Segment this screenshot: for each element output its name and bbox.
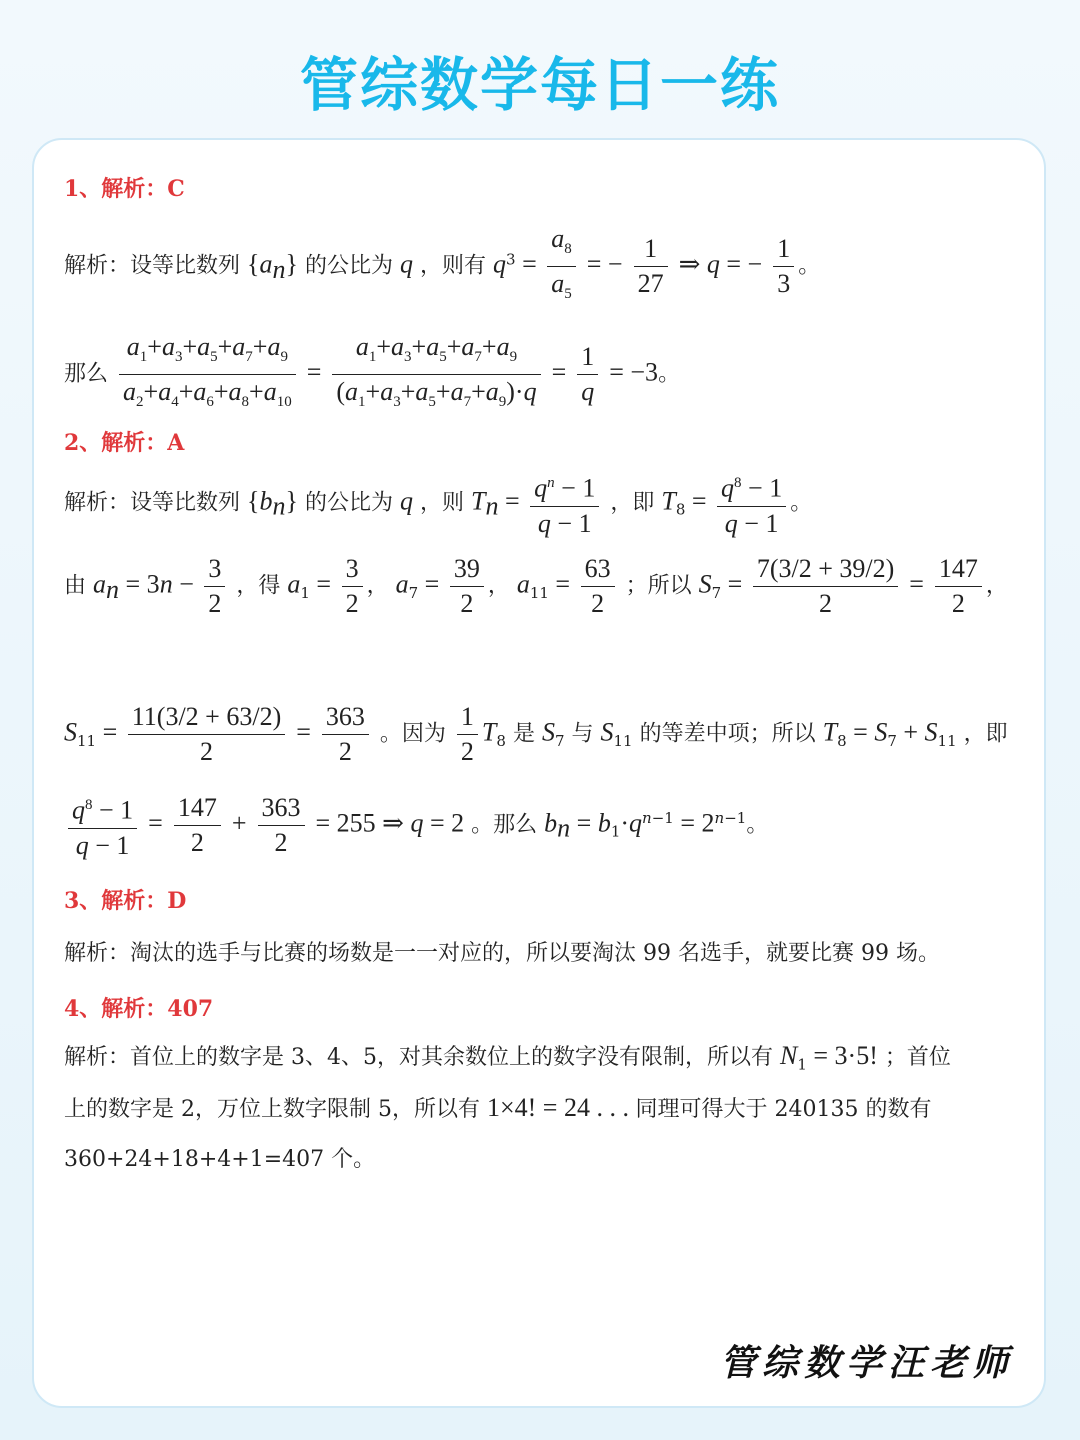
s1-text-d: 那么 <box>64 361 109 387</box>
s4-text-d: 同理可得大于 240135 的数有 <box>635 1097 932 1122</box>
s4-text-a: 解析：首位上的数字是 3、4、5，对其余数位上的数字没有限制，所以有 <box>64 1045 773 1070</box>
section-heading-3: 3、解析：D <box>64 888 187 914</box>
s4-line-1: 解析：首位上的数字是 3、4、5，对其余数位上的数字没有限制，所以有 $N_1 = 3\cdot 5$! ；首位 <box>64 1041 951 1074</box>
s1-line-2: 那么 $\frac{a_1+a_3+a_5+a_7+a_9}{a_2+a_4+a_6+a_8+a_{10}}$ = $\frac{a_1+a_3+a_5+a_7+a_9}{(a_1+a_3+a_5+a_7+a_9)\cdot q}$ = $\frac{1}{q}$ = −3。 <box>64 332 681 411</box>
s2-text-c: ，则 <box>420 490 465 516</box>
s2-line-2: 由 $a_n = 3n$ − $\frac{3}{2}$ ，得 $a_1$ = $\frac{3}{2}$ ， $a_7$ = $\frac{39}{2}$ ， $a_{11}$ = $\frac{63}{2}$ ；所以 $S_7$ = $\frac{7(3/2 + 39/2)}{2}$ = $\frac{147}{2}$ ， <box>64 554 1008 618</box>
s4-text-b: ；首位 <box>884 1045 951 1070</box>
section-heading-4: 4、解析：407 <box>64 996 214 1022</box>
page-title: 管综数学每日一练 <box>299 51 780 119</box>
s4-line-2: 上的数字是 2，万位上数字限制 5，所以有 1×4! = 24 . . . 同理可得大于 240135 的数有 <box>64 1093 932 1122</box>
section-heading-1: 1、解析：C <box>64 176 185 202</box>
s2-text-b: 的公比为 <box>304 490 393 516</box>
author-signature: 管综数学汪老师 <box>719 1342 1014 1384</box>
s1-text-c: ，则有 <box>420 253 487 279</box>
s2-text-e: 由 <box>64 573 87 599</box>
section-heading-2: 2、解析：A <box>64 430 185 456</box>
s3-body: 解析：淘汰的选手与比赛的场数是一一对应的，所以要淘汰 99 名选手，就要比赛 99 场。 <box>64 941 940 966</box>
s2-line-3: $S_{11}$ = $\frac{11(3/2 + 63/2)}{2}$ = $\frac{363}{2}$ 。因为 $\frac{1}{2}$ $T_8$ 是 $S_7$ 与 $S_{11}$ 的等差中项；所以 $T_8 = S_7 + S_{11}$ ，即 <box>64 702 1008 766</box>
s2-text-a: 解析：设等比数列 <box>64 490 241 516</box>
s2-text-k: 的等差中项；所以 <box>639 721 816 747</box>
s4-text-c: 上的数字是 2，万位上数字限制 5，所以有 <box>64 1097 480 1122</box>
s2-text-f: ，得 <box>236 573 281 599</box>
s1-text-b: 的公比为 <box>304 253 393 279</box>
s2-text-g: ；所以 <box>625 573 692 599</box>
s1-line-1: 解析：设等比数列 $\{a_n\}$ 的公比为 q ，则有 $q^3$ = $\frac{a_8}{a_5}$ = − $\frac{1}{27}$ ⇒ q = − $\frac{1}{3}$ 。 <box>64 224 821 303</box>
s4-line-3: 360+24+18+4+1=407 个。 <box>64 1147 376 1172</box>
s2-text-i: 是 <box>512 721 535 747</box>
s2-text-m: 。那么 <box>471 812 538 838</box>
s1-text-a: 解析：设等比数列 <box>64 253 241 279</box>
s2-line-1: 解析：设等比数列 $\{b_n\}$ 的公比为 q ，则 $T_n$ = $\frac{q^n - 1}{q - 1}$ ，即 $T_8$ = $\frac{q^8 - 1}{q - 1}$ 。 <box>64 466 1024 541</box>
s2-text-j: 与 <box>571 721 594 747</box>
s2-text-d: ，即 <box>610 490 655 516</box>
s2-line-4: $\frac{q^8 - 1}{q - 1}$ = $\frac{147}{2}$ + $\frac{363}{2}$ = 255 ⇒ q = 2 。那么 $b_n = b_1\cdot q^{n-1} = 2^{n-1}$。 <box>64 788 1024 863</box>
s2-text-l: ，即 <box>963 721 1008 747</box>
answer-card <box>32 138 1046 1408</box>
s2-text-h: 。因为 <box>379 721 446 747</box>
